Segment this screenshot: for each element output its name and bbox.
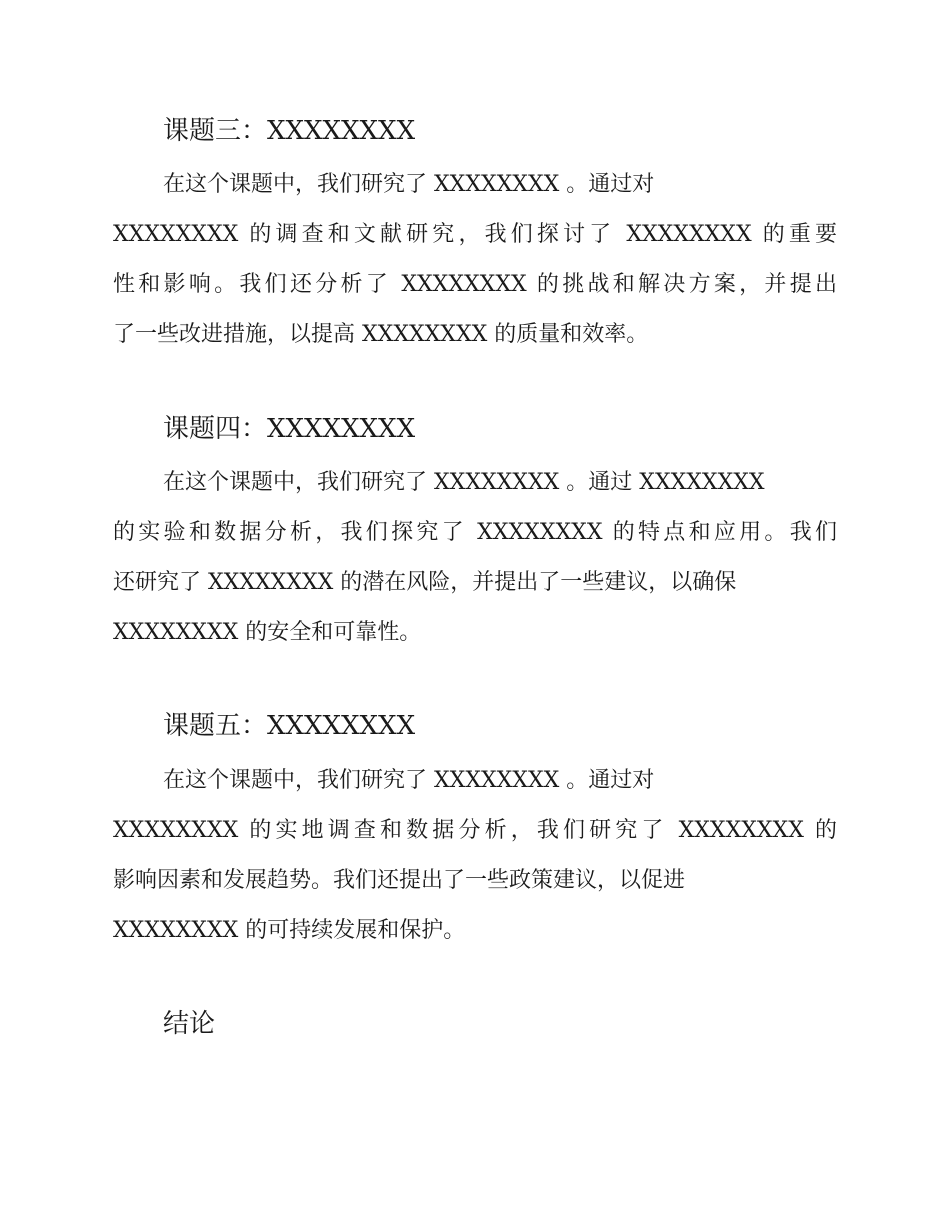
paragraph-line: 在这个课题中，我们研究了 XXXXXXXX 。通过对: [163, 172, 655, 197]
paragraph-line: 性和影响。我们还分析了 XXXXXXXX 的挑战和解决方案，并提出: [113, 272, 837, 297]
paragraph-line: 在这个课题中，我们研究了 XXXXXXXX 。通过 XXXXXXXX: [163, 470, 765, 495]
section-heading-3: 课题三：XXXXXXXX: [163, 116, 416, 146]
paragraph-line: XXXXXXXX 的调查和文献研究，我们探讨了 XXXXXXXX 的重要: [113, 222, 837, 247]
paragraph-line: 了一些改进措施，以提高 XXXXXXXX 的质量和效率。: [113, 322, 649, 347]
section-heading-5: 课题五：XXXXXXXX: [163, 711, 416, 741]
section-heading-4: 课题四：XXXXXXXX: [163, 414, 416, 444]
paragraph-line: 的实验和数据分析，我们探究了 XXXXXXXX 的特点和应用。我们: [113, 520, 837, 545]
paragraph-line: XXXXXXXX 的实地调查和数据分析，我们研究了 XXXXXXXX 的: [113, 818, 837, 843]
paragraph-line: 还研究了 XXXXXXXX 的潜在风险，并提出了一些建议，以确保: [113, 570, 737, 595]
paragraph-line: XXXXXXXX 的可持续发展和保护。: [113, 918, 466, 943]
paragraph-line: 在这个课题中，我们研究了 XXXXXXXX 。通过对: [163, 768, 655, 793]
paragraph-line: 影响因素和发展趋势。我们还提出了一些政策建议，以促进: [113, 868, 686, 893]
paragraph-line: XXXXXXXX 的安全和可靠性。: [113, 620, 422, 645]
conclusion-heading: 结论: [163, 1009, 216, 1039]
